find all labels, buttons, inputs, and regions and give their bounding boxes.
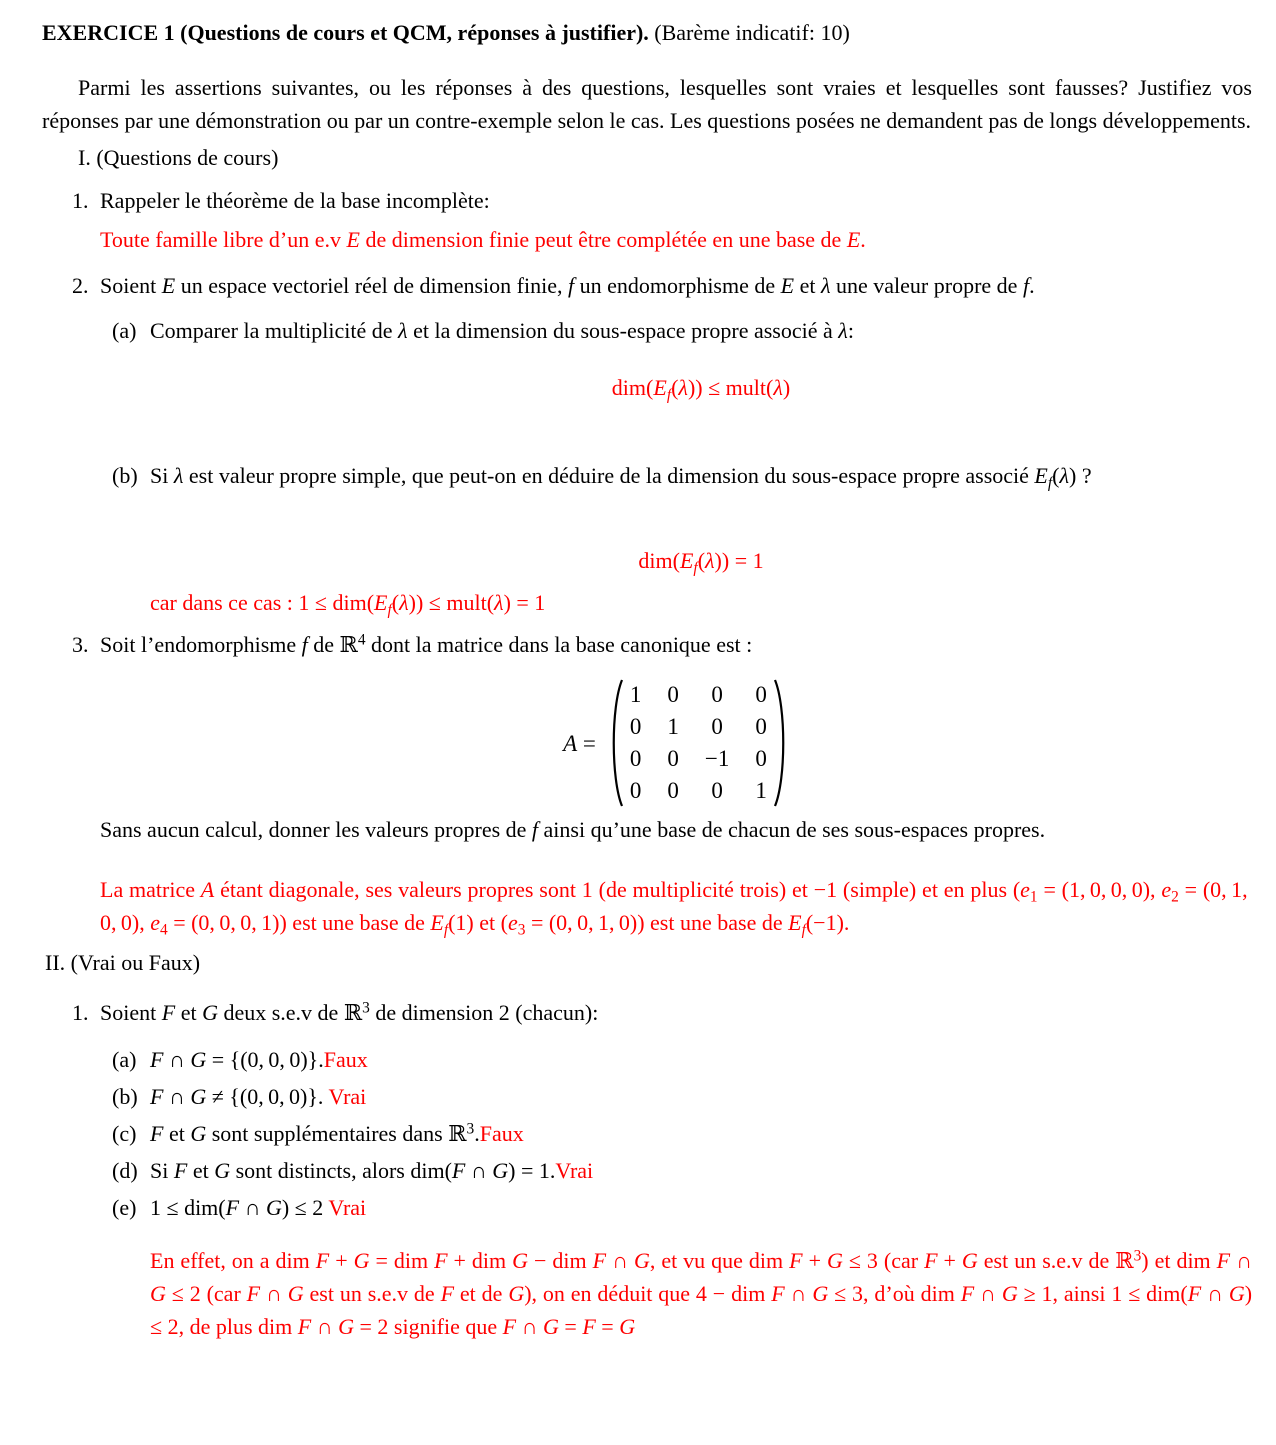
question-i-1-text: Rappeler le théorème de la base incomplète: [100, 188, 490, 213]
tf-item-d-text: Si F et G sont distincts, alors dim(F ∩ G) = 1.Vrai [150, 1158, 594, 1183]
formula-dim-leq-mult: dim(Ef(λ)) ≤ mult(λ) [611, 375, 791, 404]
matrix-cell: 0 [629, 714, 642, 739]
question-i-3-followup: Sans aucun calcul, donner les valeurs propres de f ainsi qu’une base de chacun de ses sous-espaces propres. [100, 817, 1046, 842]
intro-paragraph: Parmi les assertions suivantes, ou les réponses à des questions, lesquelles sont vraies et lesquelles sont fausses? Justifiez vos réponses par une démonstration ou par un contre-exemple selon le cas. Les questions posées ne demandent pas de longs développements. [42, 75, 1252, 133]
question-i-3-body [100, 628, 1252, 939]
matrix-lhs: A = [563, 730, 596, 756]
tf-item-a-text: F ∩ G = {(0, 0, 0)}.Faux [150, 1047, 368, 1072]
tf-item-e [112, 1191, 1252, 1224]
formula-dim-equals-1: dim(Ef(λ)) = 1 [638, 548, 764, 577]
matrix-cell: 0 [629, 746, 642, 771]
tf-item-d [112, 1154, 1252, 1187]
subquestion-2a-text: Comparer la multiplicité de λ et la dimension du sous-espace propre associé à λ: [150, 318, 854, 343]
matrix-display [100, 677, 1252, 809]
tf-item-b-label: (b) [112, 1084, 138, 1109]
matrix-cell: 0 [755, 682, 767, 707]
matrix-cell: 0 [711, 714, 723, 739]
matrix-grid [624, 680, 773, 806]
subquestion-2a-body [150, 314, 1252, 404]
answer-i-1-red: Toute famille libre d’un e.v E de dimension finie peut être complétée en une base de E. [100, 227, 866, 252]
subquestion-2b-text: Si λ est valeur propre simple, que peut-on en déduire de la dimension du sous-espace propre associé Ef(λ) ? [150, 463, 1092, 492]
question-i-1 [72, 184, 1252, 256]
matrix-cell: 0 [755, 746, 767, 771]
question-i-2-text: Soient E un espace vectoriel réel de dimension finie, f un endomorphisme de E et λ une valeur propre de f. [100, 273, 1035, 298]
tf-item-c-label: (c) [112, 1121, 137, 1146]
tf-item-b-text: F ∩ G ≠ {(0, 0, 0)}. Vrai [150, 1084, 367, 1109]
section-ii-heading: II. (Vrai ou Faux) [45, 950, 201, 975]
subquestion-2b-label: (b) [112, 463, 138, 488]
matrix-cell: −1 [704, 746, 730, 771]
matrix-cell: 0 [667, 682, 679, 707]
question-i-1-number: 1. [72, 188, 89, 213]
matrix-cell: 0 [711, 682, 723, 707]
matrix-equation [563, 677, 789, 809]
matrix-left-paren [608, 677, 624, 809]
question-i-3-number: 3. [72, 632, 89, 657]
question-ii-1-number: 1. [72, 1000, 89, 1025]
matrix-cell: 1 [755, 778, 767, 803]
matrix-cell: 0 [755, 714, 767, 739]
tf-item-c [112, 1117, 1252, 1150]
tf-item-b [112, 1080, 1252, 1113]
matrix-cell: 0 [667, 778, 679, 803]
matrix-right-paren [773, 677, 789, 809]
question-ii-1 [72, 996, 1252, 1343]
question-i-1-body [100, 184, 1252, 256]
question-i-2 [72, 269, 1252, 619]
question-i-3-text: Soit l’endomorphisme f de ℝ$^4$ dont la matrice dans la base canonique est : [100, 631, 753, 657]
matrix-cell: 1 [629, 682, 642, 707]
question-i-3 [72, 628, 1252, 939]
subquestion-2a-label: (a) [112, 318, 137, 343]
tf-item-d-label: (d) [112, 1158, 138, 1183]
note-car-dans-ce-cas: car dans ce cas : 1 ≤ dim(Ef(λ)) ≤ mult(λ) = 1 [150, 590, 546, 619]
section-i-heading: I. (Questions de cours) [78, 145, 279, 170]
question-i-2-number: 2. [72, 273, 89, 298]
matrix-cell: 1 [667, 714, 679, 739]
question-ii-1-body [100, 996, 1252, 1343]
question-ii-1-text: Soient F et G deux s.e.v de ℝ$^3$ de dimension 2 (chacun): [100, 999, 599, 1025]
tf-item-c-text: F et G sont supplémentaires dans ℝ$^3$.Faux [150, 1120, 524, 1146]
answer-i-3-red: La matrice A étant diagonale, ses valeurs propres sont 1 (de multiplicité trois) et −1 (simple) et en plus (e1 = (1, 0, 0, 0), e2 = (0, 1, 0, 0), e4 = (0, 0, 0, 1)) est une base de Ef(1) et (e3 = (0, 0, 1, 0)) est une base de Ef(−1). [100, 877, 1252, 939]
tf-item-a-label: (a) [112, 1047, 137, 1072]
justification-red: En effet, on a dim F + G = dim F + dim G − dim F ∩ G, et vu que dim F + G ≤ 3 (car F + G est un s.e.v de ℝ$^3$) et dim F ∩ G ≤ 2 (car F ∩ G est un s.e.v de F et de G), on en déduit que 4 − dim F ∩ G ≤ 3, d’où dim F ∩ G ≥ 1, ainsi 1 ≤ dim(F ∩ G) ≤ 2, de plus dim F ∩ G = 2 signifie que F ∩ G = F = G [150, 1247, 1253, 1339]
matrix-cell: 0 [629, 778, 642, 803]
question-i-2-body [100, 269, 1252, 619]
exercise-title: EXERCICE 1 (Questions de cours et QCM, réponses à justifier). (Barème indicatif: 10) [42, 20, 850, 45]
subquestion-2a [112, 314, 1252, 404]
tf-item-e-text: 1 ≤ dim(F ∩ G) ≤ 2 Vrai [150, 1195, 367, 1220]
tf-item-a [112, 1043, 1252, 1076]
subquestion-2b [112, 459, 1252, 619]
matrix-cell: 0 [667, 746, 679, 771]
subquestion-2b-body [150, 459, 1252, 619]
tf-item-e-label: (e) [112, 1195, 137, 1220]
matrix-cell: 0 [711, 778, 723, 803]
